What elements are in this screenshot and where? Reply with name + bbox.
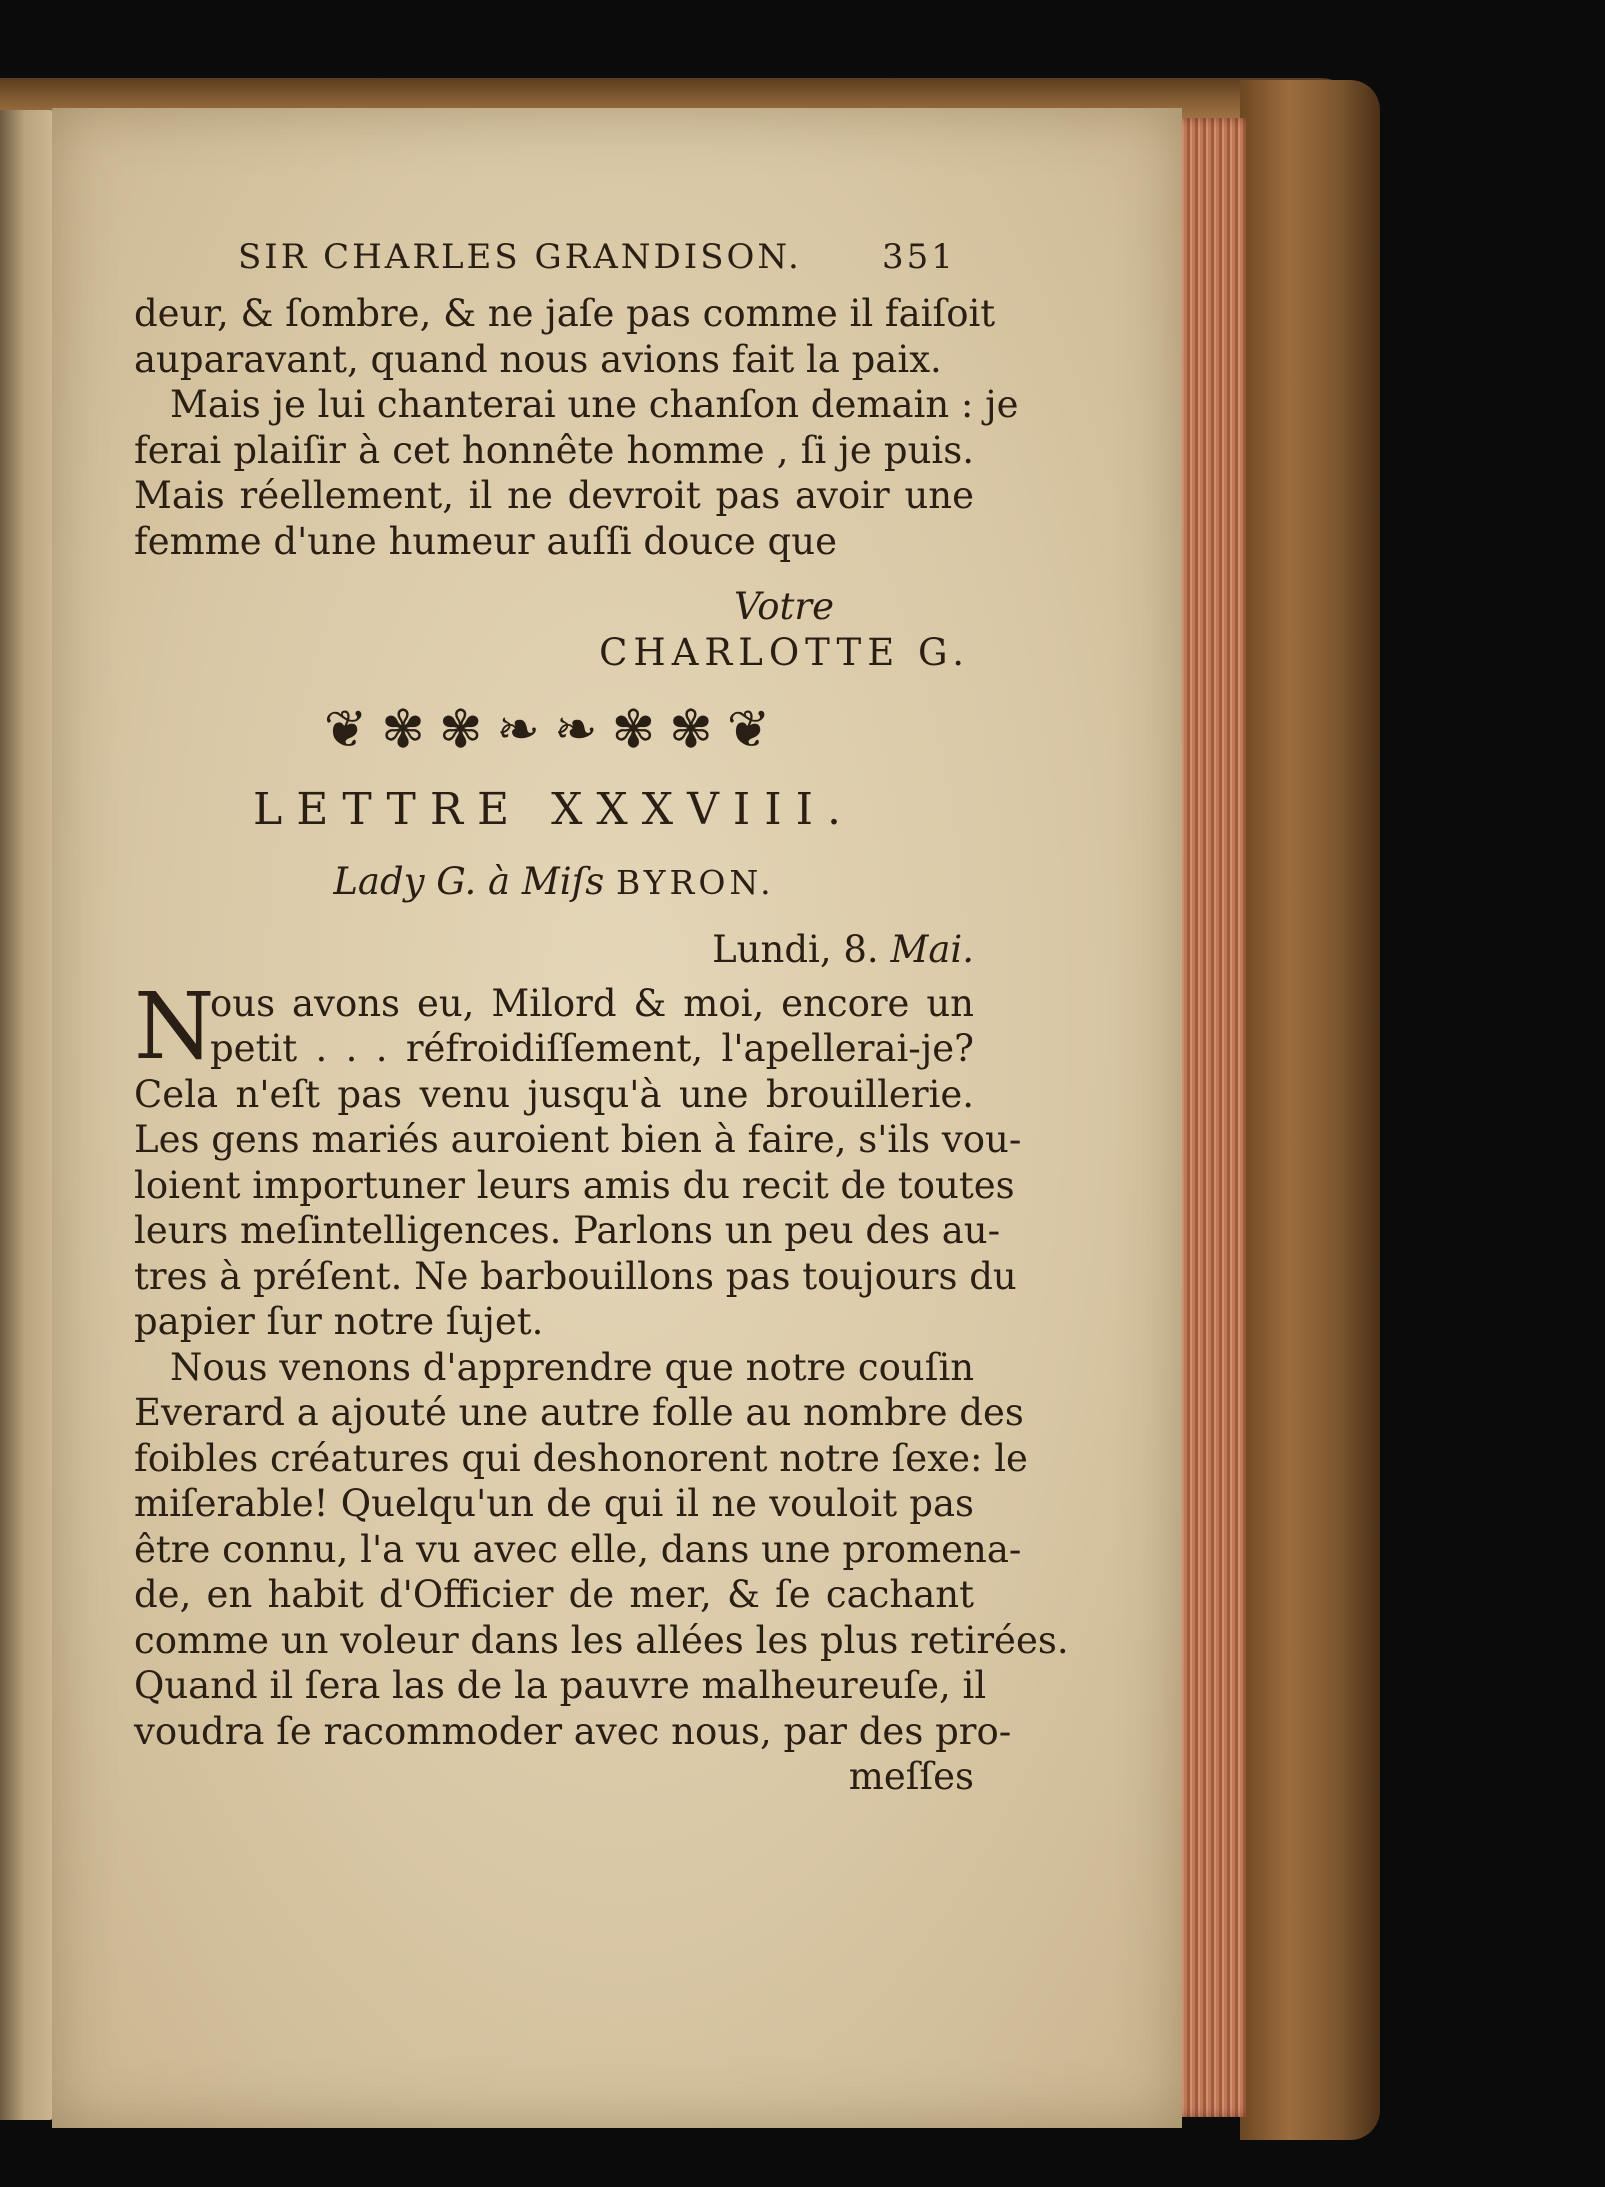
text-line: Everard a ajouté une autre folle au nombre des	[134, 1391, 1024, 1434]
drop-cap: N	[134, 972, 215, 1080]
letter-date-month: Mai.	[890, 928, 974, 971]
letter-address	[134, 859, 974, 906]
letter-address-name: BYRON.	[616, 862, 775, 902]
left-page-edge	[0, 110, 55, 2120]
text-line: Mais réellement, il ne devroit pas avoir une	[134, 474, 974, 517]
text-line: ous avons eu, Milord & moi, encore un	[210, 981, 974, 1025]
running-title: SIR CHARLES GRANDISON.	[238, 237, 802, 277]
text-line: Cela n'eſt pas venu jusqu'à une brouillerie.	[134, 1072, 974, 1116]
text-line: Nous venons d'apprendre que notre couſin	[170, 1345, 975, 1389]
text-line: loient importuner leurs amis du recit de toutes	[134, 1163, 1015, 1207]
text-line: foibles créatures qui deshonorent notre ſexe: le	[134, 1436, 1028, 1480]
text-line: petit . . . réfroidiſſement, l'apellerai-je?	[210, 1027, 974, 1070]
text-line: de, en habit d'Officier de mer, & ſe cachant	[134, 1573, 974, 1616]
text-line: femme d'une humeur auſſi douce que	[134, 519, 837, 563]
text-line: comme un voleur dans les allées les plus retirées.	[134, 1618, 1069, 1662]
text-line: ferai plaiſir à cet honnête homme , ſi je puis.	[134, 428, 974, 472]
letter-body	[134, 972, 1069, 1800]
text-line: auparavant, quand nous avions fait la paix.	[134, 337, 942, 381]
text-line: miſerable! Quelqu'un de qui il ne vouloit pas	[134, 1482, 974, 1525]
signature-votre: Votre	[733, 585, 834, 628]
text-line: leurs meſintelligences. Parlons un peu des au-	[134, 1209, 1001, 1252]
page-number: 351	[882, 237, 956, 277]
page-text	[134, 235, 1069, 1800]
letter-address-italic: Lady G. à Miſs	[333, 859, 605, 903]
text-line: papier ſur notre ſujet.	[134, 1300, 544, 1343]
catchword: meſſes	[848, 1755, 974, 1798]
text-line: Quand il ſera las de la pauvre malheureuſe, il	[134, 1664, 987, 1707]
book-cover	[1240, 80, 1380, 2140]
text-line: Les gens mariés auroient bien à faire, s'ils vou-	[134, 1118, 1022, 1161]
letter-date	[134, 927, 974, 973]
letter-date-day: Lundi, 8.	[712, 928, 879, 971]
text-line: deur, & ſombre, & ne jaſe pas comme il faiſoit	[134, 292, 996, 335]
text-line: être connu, l'a vu avec elle, dans une promena-	[134, 1527, 1022, 1571]
letter-title: LETTRE XXXVIII.	[253, 784, 855, 835]
ornament-band: ❦✾✾❧❧✾✾❦	[323, 700, 785, 760]
signature-name: CHARLOTTE G.	[599, 630, 970, 674]
running-header	[134, 235, 974, 291]
text-line: Mais je lui chanterai une chanſon demain : je	[170, 383, 1019, 426]
text-line: tres à préſent. Ne barbouillons pas toujours du	[134, 1254, 1017, 1298]
text-line: voudra ſe racommoder avec nous, par des pro-	[134, 1709, 1012, 1753]
